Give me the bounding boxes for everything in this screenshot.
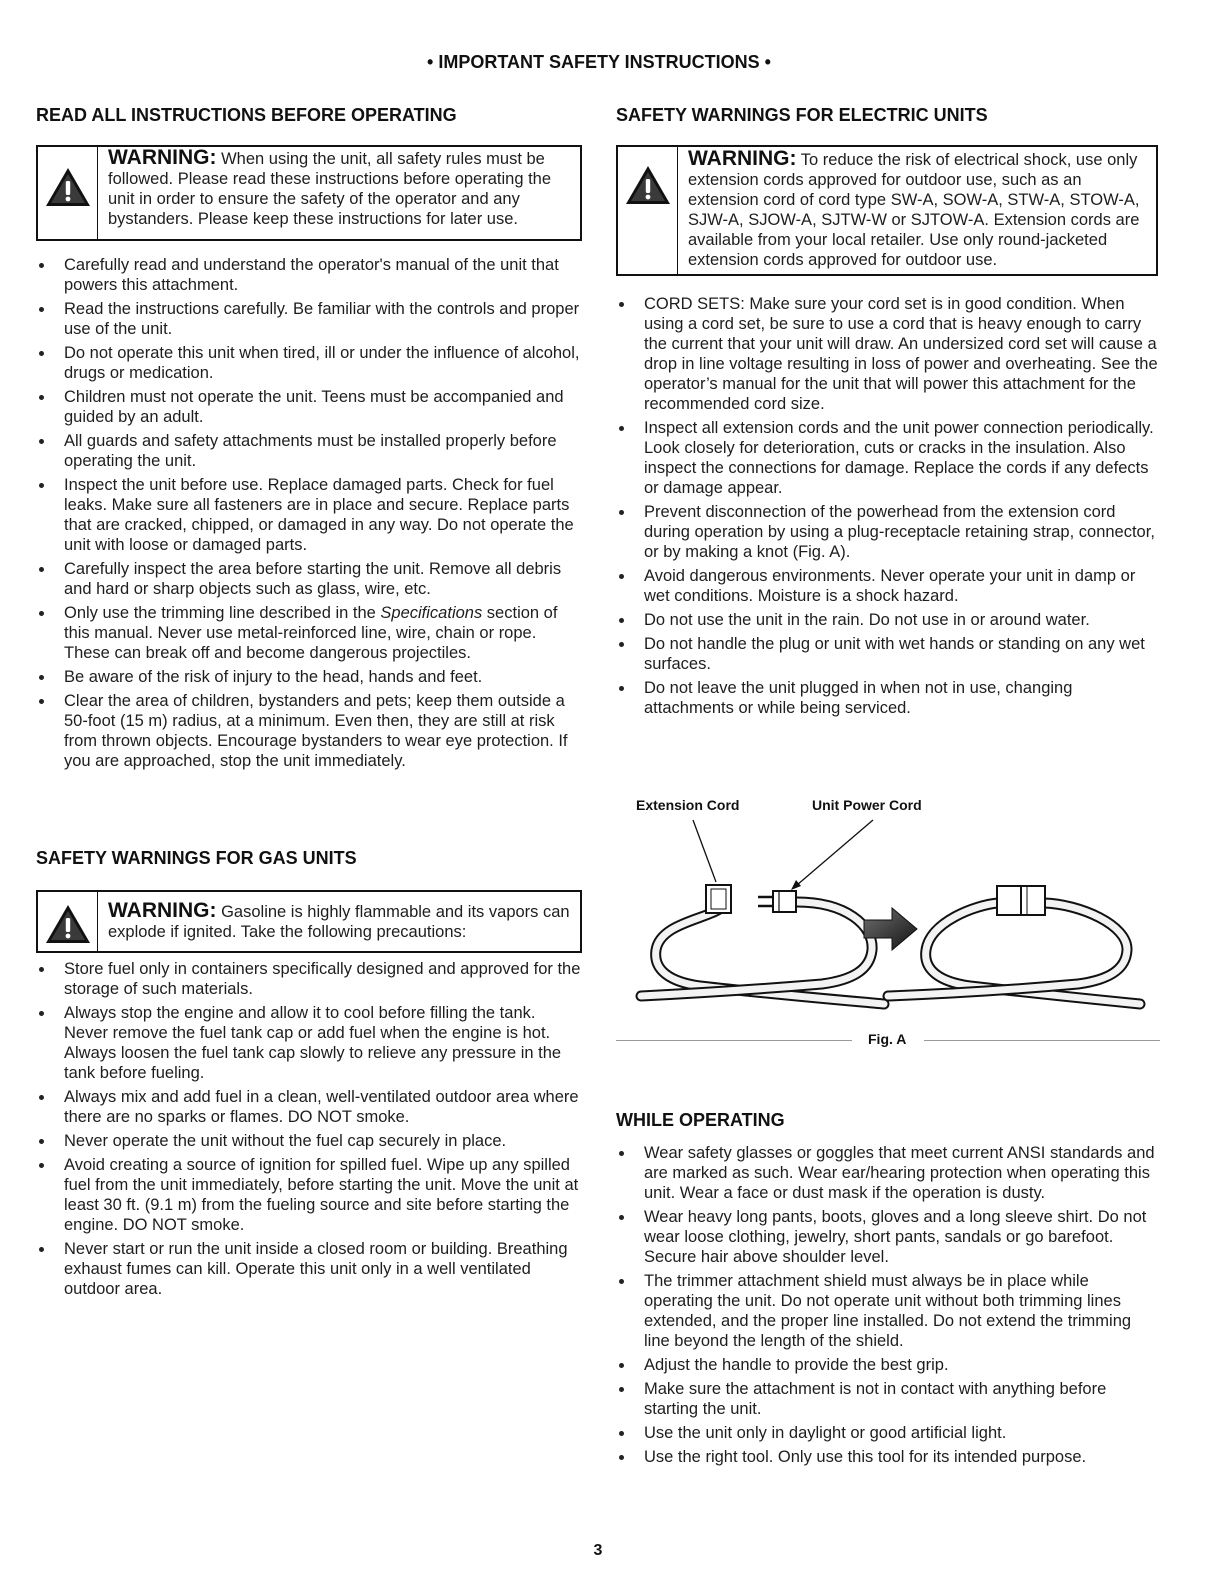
section-heading-while-operating: WHILE OPERATING: [616, 1110, 785, 1130]
bullet-item: Wear heavy long pants, boots, gloves and a long sleeve shirt. Do not wear loose clothing, jewelry, short pants, sandals or go barefoot. Secure hair above shoulder level.: [616, 1207, 1160, 1267]
warning-message: Gasoline is highly flammable and its vapors can explode if ignited. Take the following precautions:: [108, 903, 570, 941]
bullet-item: Do not handle the plug or unit with wet hands or standing on any wet surfaces.: [616, 634, 1160, 674]
warning-box-gas-units: [36, 890, 582, 953]
bullet-item: Do not operate this unit when tired, ill or under the influence of alcohol, drugs or medication.: [36, 343, 582, 383]
fig-a-illustration: [616, 780, 1160, 1050]
warning-label: WARNING:: [108, 146, 217, 169]
cords-before-knot: [641, 885, 884, 1004]
bullet-text-part: Only use the trimming line described in the: [64, 604, 381, 622]
power-cord-plug: [773, 891, 796, 912]
bullet-item: Adjust the handle to provide the best grip.: [616, 1355, 1160, 1375]
bullet-item: CORD SETS: Make sure your cord set is in good condition. When using a cord set, be sure to use a cord that is heavy enough to carry the current that your unit will draw. An undersized cord set will cause a drop in line voltage resulting in loss of power and overheating. See the operator’s manual for the unit that will power this attachment for the recommended cord size.: [616, 294, 1160, 414]
bullet-item: Prevent disconnection of the powerhead from the extension cord during operation by using a plug-receptacle retaining strap, connector, or by making a knot (Fig. A).: [616, 502, 1160, 562]
figure-caption-rule-right: [924, 1040, 1160, 1041]
figure-label-extension-cord: Extension Cord: [636, 797, 740, 813]
bullet-item: All guards and safety attachments must be installed properly before operating the unit.: [36, 431, 582, 471]
bullet-item: Wear safety glasses or goggles that meet current ANSI standards and are marked as such. Wear ear/hearing protection when operating this unit. Wear a face or dust mask if the operation is dusty.: [616, 1143, 1160, 1203]
bullet-item: Never start or run the unit inside a closed room or building. Breathing exhaust fumes can kill. Operate this unit only in a well ventilated outdoor area.: [36, 1239, 582, 1299]
bullet-item: Always mix and add fuel in a clean, well-ventilated outdoor area where there are no sparks or flames. DO NOT smoke.: [36, 1087, 582, 1127]
figure-label-unit-power-cord: Unit Power Cord: [812, 797, 922, 813]
warning-icon-cell: [38, 892, 98, 951]
bullet-list-gas-units: [36, 959, 582, 1303]
bullet-item: Avoid creating a source of ignition for spilled fuel. Wipe up any spilled fuel from the unit immediately, before starting the unit. Move the unit at least 30 ft. (9.1 m) from the fueling source and site before starting the engine. DO NOT smoke.: [36, 1155, 582, 1235]
bullet-item: Clear the area of children, bystanders and pets; keep them outside a 50-foot (15 m) radius, at a minimum. Even then, they are still at risk from thrown objects. Encourage bystanders to wear eye protection. If you are approached, stop the unit immediately.: [36, 691, 582, 771]
page-title: • IMPORTANT SAFETY INSTRUCTIONS •: [427, 52, 771, 72]
bullet-item: Inspect all extension cords and the unit power connection periodically. Look closely for deterioration, cuts or cracks in the insulation. Also inspect the connections for damage. Replace the cords if any defects or damage appear.: [616, 418, 1160, 498]
warning-triangle-icon: [45, 904, 91, 944]
power-cord-leader-arrowhead: [791, 880, 801, 890]
cords-after-knot: [888, 886, 1140, 1004]
warning-label: WARNING:: [108, 899, 217, 922]
bullet-item: Never operate the unit without the fuel cap securely in place.: [36, 1131, 582, 1151]
bullet-item: Make sure the attachment is not in contact with anything before starting the unit.: [616, 1379, 1160, 1419]
bullet-item: Inspect the unit before use. Replace damaged parts. Check for fuel leaks. Make sure all fasteners are in place and secure. Replace parts that are cracked, chipped, or damaged in any way. Do not operate the unit with loose or damaged parts.: [36, 475, 582, 555]
power-cord-leader-line: [797, 820, 873, 885]
figure-caption: Fig. A: [868, 1031, 907, 1047]
warning-box-read-all: [36, 145, 582, 241]
warning-triangle-icon: [625, 165, 671, 205]
extension-cord-leader-line: [693, 820, 716, 882]
bullet-item: Carefully read and understand the operator's manual of the unit that powers this attachment.: [36, 255, 582, 295]
bullet-item: Store fuel only in containers specifically designed and approved for the storage of such materials.: [36, 959, 582, 999]
warning-icon-cell: [38, 147, 98, 239]
bullet-item: [36, 603, 582, 663]
bullet-list-read-all: [36, 255, 582, 775]
bullet-list-electric-units: [616, 294, 1160, 722]
bullet-item: Carefully inspect the area before starting the unit. Remove all debris and hard or sharp objects such as glass, wire, etc.: [36, 559, 582, 599]
bullet-item: Avoid dangerous environments. Never operate your unit in damp or wet conditions. Moisture is a shock hazard.: [616, 566, 1160, 606]
warning-text: [98, 147, 580, 239]
warning-message: When using the unit, all safety rules must be followed. Please read these instructions before operating the unit in order to ensure the safety of the operator and any bystanders. Please keep these instructions for later use.: [108, 150, 552, 228]
warning-text: [98, 892, 580, 951]
bullet-item: Children must not operate the unit. Teens must be accompanied and guided by an adult.: [36, 387, 582, 427]
bullet-item: Always stop the engine and allow it to cool before filling the tank. Never remove the fuel tank cap or add fuel when the engine is hot. Always loosen the fuel tank cap slowly to relieve any pressure in the tank before fueling.: [36, 1003, 582, 1083]
bullet-text-part: section of this manual. Never use metal-reinforced line, wire, chain or rope. These can break off and become dangerous projectiles.: [64, 604, 558, 662]
warning-text: [678, 147, 1156, 274]
warning-icon-cell: [618, 147, 678, 274]
italic-reference: Specifications: [380, 604, 483, 622]
warning-box-electric-units: [616, 145, 1158, 276]
warning-message: To reduce the risk of electrical shock, use only extension cords approved for outdoor use, such as an extension cord of cord type SW-A, SOW-A, STW-A, STOW-A, SJW-A, SJOW-A, SJTW-W or SJTOW-A. Extension cords are available from your local retailer. Use only round-jacketed extension cords approved for outdoor use.: [688, 151, 1140, 269]
page-number: 3: [593, 1542, 603, 1559]
bullet-item: Use the right tool. Only use this tool for its intended purpose.: [616, 1447, 1160, 1467]
section-heading-electric-units: SAFETY WARNINGS FOR ELECTRIC UNITS: [616, 105, 988, 125]
bullet-item: Use the unit only in daylight or good artificial light.: [616, 1423, 1160, 1443]
section-heading-gas-units: SAFETY WARNINGS FOR GAS UNITS: [36, 848, 357, 868]
bullet-item: Do not use the unit in the rain. Do not use in or around water.: [616, 610, 1160, 630]
warning-triangle-icon: [45, 167, 91, 207]
figure-caption-rule-left: [616, 1040, 852, 1041]
bullet-item: Be aware of the risk of injury to the head, hands and feet.: [36, 667, 582, 687]
bullet-item: Do not leave the unit plugged in when not in use, changing attachments or while being serviced.: [616, 678, 1160, 718]
warning-label: WARNING:: [688, 147, 797, 170]
bullet-list-while-operating: [616, 1143, 1160, 1471]
bullet-item: The trimmer attachment shield must always be in place while operating the unit. Do not operate unit without both trimming lines extended, and the proper line installed. Do not extend the trimming line beyond the length of the shield.: [616, 1271, 1160, 1351]
section-heading-read-all: READ ALL INSTRUCTIONS BEFORE OPERATING: [36, 105, 457, 125]
bullet-item: Read the instructions carefully. Be familiar with the controls and proper use of the unit.: [36, 299, 582, 339]
